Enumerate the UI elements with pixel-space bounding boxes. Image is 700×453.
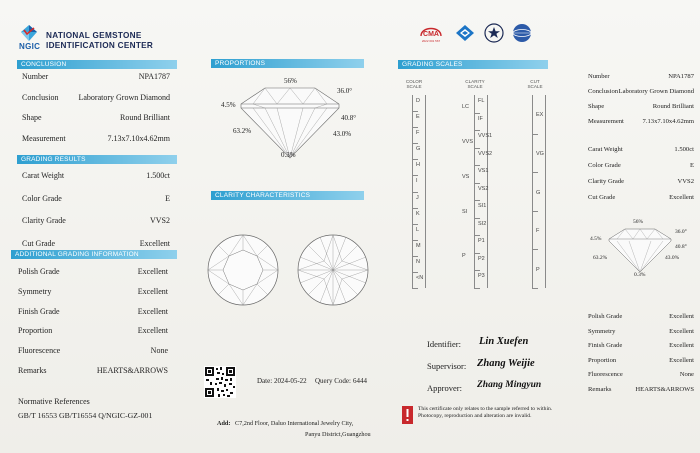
scale-tick xyxy=(474,235,480,236)
svg-text:CMA: CMA xyxy=(423,31,439,38)
info-row xyxy=(22,194,170,203)
scale-tick xyxy=(412,127,418,128)
scale-tick xyxy=(532,134,538,135)
right-table-pct: 56% xyxy=(633,219,644,225)
warning-icon xyxy=(402,406,413,424)
row-value: Excellent xyxy=(137,286,168,296)
normative-title: Normative References xyxy=(18,397,90,406)
scale-tick xyxy=(412,256,418,257)
scale-grade: IF xyxy=(478,115,483,122)
diamond-mark-icon xyxy=(455,24,475,42)
scale-grade: E xyxy=(416,114,420,121)
info-row xyxy=(18,287,168,296)
identifier-signature: Lin Xuefen xyxy=(479,336,529,347)
row-value: HEARTS&ARROWS xyxy=(96,366,168,375)
row-value: Excellent xyxy=(669,327,694,335)
girdle-pct: 63.2% xyxy=(233,127,252,135)
globe-seal-icon xyxy=(512,23,532,43)
row-value: Excellent xyxy=(669,342,694,350)
row-value: None xyxy=(150,346,168,356)
row-value: Excellent xyxy=(139,238,170,248)
culet-pct: 0.3% xyxy=(281,151,296,159)
table-pct: 56% xyxy=(284,77,297,85)
scale-grade: P3 xyxy=(478,273,485,280)
scale-grade: FL xyxy=(478,98,485,104)
scale-grade: F xyxy=(536,228,540,235)
row-label: Finish Grade xyxy=(588,342,623,350)
approver-signature: Zhang Mingyun xyxy=(477,380,542,390)
date-label: Date: xyxy=(257,377,273,385)
right-proportions-diagram xyxy=(605,226,675,274)
info-row xyxy=(588,194,694,201)
info-row xyxy=(22,72,170,81)
row-label: Color Grade xyxy=(588,162,621,170)
svg-text:2022 001 567: 2022 001 567 xyxy=(421,39,441,43)
right-pavilion-depth: 43.0% xyxy=(665,255,680,261)
scale-tick xyxy=(412,224,418,225)
scale-grade: P xyxy=(462,252,466,259)
row-value: 7.13x7.10x4.62mm xyxy=(642,117,694,125)
scale-grade: P1 xyxy=(478,238,485,245)
scale-grade: VVS xyxy=(462,138,474,145)
scale-grade: EX xyxy=(536,112,544,119)
approver-label: Approver: xyxy=(427,383,462,393)
info-row xyxy=(22,113,170,122)
proportions-bar: PROPORTIONS xyxy=(211,59,364,68)
info-row xyxy=(588,146,694,153)
row-label: Polish Grade xyxy=(18,267,60,276)
crown-angle: 36.0° xyxy=(337,87,353,95)
info-row xyxy=(18,346,168,355)
info-row xyxy=(588,371,694,378)
address-line1: C7,2nd Floor, Daluo International Jewelry City, xyxy=(235,420,354,427)
scale-tick xyxy=(412,240,418,241)
scale-tick xyxy=(412,272,418,273)
info-row xyxy=(588,103,694,110)
row-value: Excellent xyxy=(137,267,168,276)
scale-grade: G xyxy=(536,189,541,196)
date-value: 2024-05-22 xyxy=(274,377,307,385)
scale-tick xyxy=(412,208,418,209)
ngic-logo-icon xyxy=(19,24,39,42)
scale-tick xyxy=(474,218,480,219)
scale-grade: H xyxy=(416,162,420,169)
info-row xyxy=(588,313,694,320)
row-label: Polish Grade xyxy=(588,313,623,320)
scale-grade: VS1 xyxy=(478,168,489,175)
scale-tick xyxy=(474,200,480,201)
row-value: VVS2 xyxy=(149,216,170,225)
info-row xyxy=(588,73,694,80)
scale-grade: VS2 xyxy=(478,185,489,192)
address-line2: Panyu District,Guangzhou xyxy=(305,431,371,438)
scale-tick xyxy=(412,175,418,176)
scale-tick xyxy=(474,113,480,114)
supervisor-signature: Zhang Weijie xyxy=(477,358,535,369)
row-label: Symmetry xyxy=(18,286,52,296)
cut-scale-title: CUT SCALE xyxy=(527,79,543,89)
additional-info-bar: ADDITIONAL GRADING INFORMATION xyxy=(11,250,177,259)
scale-tick xyxy=(412,288,418,289)
info-row xyxy=(22,239,170,248)
scale-tick xyxy=(474,270,480,271)
info-row xyxy=(588,357,694,364)
row-label: Symmetry xyxy=(588,327,616,335)
info-row xyxy=(588,386,694,393)
scale-tick xyxy=(474,165,480,166)
row-value: Excellent xyxy=(669,313,694,320)
right-pavilion-angle: 40.8° xyxy=(675,244,687,250)
scale-tick xyxy=(412,143,418,144)
row-label: Conclusion xyxy=(588,87,619,95)
row-label: Measurement xyxy=(588,117,624,125)
info-row xyxy=(18,307,168,316)
row-value: HEARTS&ARROWS xyxy=(635,386,694,393)
info-row xyxy=(588,118,694,125)
color-scale-title: COLOR SCALE xyxy=(405,79,423,89)
clarity-top-view xyxy=(206,233,280,307)
scale-grade: LC xyxy=(462,103,470,110)
row-value: None xyxy=(679,371,694,379)
disclaimer-text: This certificate only relates to the sample referred to within. Photocopy, reproduction and alteration are invalid. xyxy=(418,406,553,419)
scale-grade: M xyxy=(416,242,421,249)
info-row xyxy=(22,93,170,102)
clarity-bottom-view xyxy=(296,233,370,307)
scale-grade: SI xyxy=(462,209,468,216)
row-label: Carat Weight xyxy=(588,146,623,153)
row-value: E xyxy=(689,162,694,170)
row-label: Proportion xyxy=(18,326,53,336)
pavilion-depth: 43.0% xyxy=(333,130,352,138)
identifier-label: Identifier: xyxy=(427,339,461,349)
row-label: Carat Weight xyxy=(22,171,65,180)
clarity-bar: CLARITY CHARACTERISTICS xyxy=(211,191,364,200)
row-label: Clarity Grade xyxy=(22,216,66,225)
row-value: NPA1787 xyxy=(668,73,694,80)
scale-grade: <N xyxy=(416,274,424,281)
row-value: Laboratory Grown Diamond xyxy=(78,92,170,102)
address-label: Add: xyxy=(217,420,231,427)
row-label: Finish Grade xyxy=(18,306,60,316)
scale-grade: F xyxy=(416,130,420,137)
row-value: 7.13x7.10x4.62mm xyxy=(107,133,170,143)
row-label: Cut Grade xyxy=(22,238,56,248)
star-seal-icon xyxy=(484,23,504,43)
qr-code xyxy=(204,366,236,398)
scale-tick xyxy=(412,111,418,112)
grading-results-bar: GRADING RESULTS xyxy=(17,155,177,164)
scale-grade: P xyxy=(536,266,540,273)
scale-grade: G xyxy=(416,146,421,153)
scale-tick xyxy=(532,249,538,250)
scale-tick xyxy=(532,211,538,212)
info-row xyxy=(18,326,168,335)
right-crown-angle: 36.0° xyxy=(675,229,687,235)
crown-height: 4.5% xyxy=(221,101,236,109)
row-label: Color Grade xyxy=(22,193,62,203)
info-row xyxy=(22,134,170,143)
row-value: Round Brilliant xyxy=(652,102,694,110)
scale-tick xyxy=(474,130,480,131)
scale-grade: VVS2 xyxy=(478,150,493,157)
row-label: Clarity Grade xyxy=(588,178,625,186)
info-row xyxy=(588,342,694,349)
scale-grade: SI1 xyxy=(478,203,487,210)
supervisor-label: Supervisor: xyxy=(427,361,467,371)
row-label: Fluorescence xyxy=(18,346,61,356)
query-label: Query Code: xyxy=(315,377,351,385)
right-girdle-pct: 63.2% xyxy=(593,255,608,261)
scale-tick xyxy=(474,148,480,149)
scale-tick xyxy=(474,253,480,254)
normative-refs: GB/T 16553 GB/T16554 Q/NGIC-GZ-001 xyxy=(18,411,153,420)
row-label: Measurement xyxy=(22,133,66,143)
row-value: Round Brilliant xyxy=(120,113,170,122)
info-row xyxy=(18,366,168,375)
scale-grade: I xyxy=(416,178,418,185)
scale-grade: J xyxy=(416,194,419,201)
scale-grade: VG xyxy=(536,150,544,157)
row-label: Number xyxy=(22,72,49,81)
row-value: VVS2 xyxy=(677,178,694,186)
right-crown-height: 4.5% xyxy=(590,236,602,242)
info-row xyxy=(588,88,694,95)
info-row xyxy=(22,171,170,180)
row-label: Conclusion xyxy=(22,92,59,102)
row-label: Shape xyxy=(22,113,42,122)
org-abbr: NGIC xyxy=(19,42,41,51)
scale-grade: D xyxy=(416,98,420,104)
row-value: Laboratory Grown Diamond xyxy=(618,87,694,95)
proportions-diagram xyxy=(235,84,345,160)
row-value: Excellent xyxy=(137,306,168,316)
org-name-line2: IDENTIFICATION CENTER xyxy=(46,41,154,50)
row-value: E xyxy=(165,193,170,203)
cma-seal-icon xyxy=(418,22,444,44)
row-value: 1.500ct xyxy=(674,146,694,153)
row-value: NPA1787 xyxy=(138,72,170,81)
row-label: Fluorescence xyxy=(588,371,623,379)
scale-tick xyxy=(532,288,538,289)
right-culet-pct: 0.3% xyxy=(634,272,646,278)
info-row xyxy=(588,178,694,185)
pavilion-angle: 40.8° xyxy=(341,114,357,122)
scale-tick xyxy=(474,183,480,184)
scale-tick xyxy=(412,192,418,193)
scale-tick xyxy=(474,288,480,289)
scale-grade: P2 xyxy=(478,255,485,262)
scale-grade: SI2 xyxy=(478,220,487,227)
row-label: Cut Grade xyxy=(588,194,616,202)
scale-tick xyxy=(532,172,538,173)
scale-tick xyxy=(412,159,418,160)
row-label: Shape xyxy=(588,102,605,110)
clarity-scale-title: CLARITY SCALE xyxy=(465,79,485,89)
row-label: Proportion xyxy=(588,356,617,364)
info-row xyxy=(588,328,694,335)
scale-grade: VS xyxy=(462,173,470,180)
scale-grade: VVS1 xyxy=(478,133,493,140)
scale-grade: K xyxy=(416,210,420,217)
info-row xyxy=(22,216,170,225)
query-code: 6444 xyxy=(353,377,367,385)
row-value: Excellent xyxy=(137,326,168,336)
row-value: Excellent xyxy=(669,194,694,202)
row-label: Number xyxy=(588,73,610,80)
row-value: 1.500ct xyxy=(146,171,170,180)
scale-grade: L xyxy=(416,226,420,233)
row-value: Excellent xyxy=(669,356,694,364)
row-label: Remarks xyxy=(18,366,47,375)
info-row xyxy=(588,162,694,169)
info-row xyxy=(18,267,168,276)
grading-scales-bar: GRADING SCALES xyxy=(398,60,548,69)
org-name-line1: NATIONAL GEMSTONE xyxy=(46,31,142,40)
conclusion-bar: CONCLUSION xyxy=(17,60,177,69)
row-label: Remarks xyxy=(588,386,612,393)
scale-grade: N xyxy=(416,258,420,265)
